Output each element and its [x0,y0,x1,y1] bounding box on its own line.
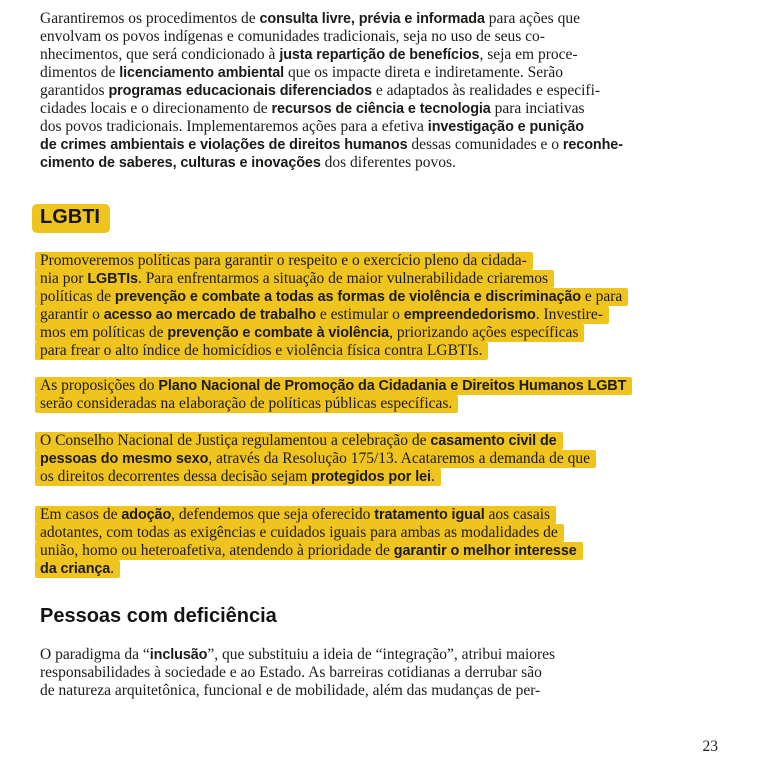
paragraph-adocao [40,506,730,578]
body-text [40,154,456,171]
body-text [40,100,585,117]
paragraph-consulta-previa [40,10,730,172]
highlighted-text [35,506,556,524]
text-run: . Investire- [535,306,603,323]
body-text [40,82,600,99]
text-line [40,682,730,700]
highlighted-text [35,524,564,542]
text-run: aos casais [484,506,551,523]
highlighted-text [35,252,533,270]
bold-text-run: inclusão [149,647,208,663]
text-run: Garantiremos os procedimentos de [40,10,260,27]
text-line [40,450,730,468]
bold-text-run: consulta livre, prévia e informada [259,11,485,27]
bold-text-run: acesso ao mercado de trabalho [103,307,316,323]
text-run: . Para enfrentarmos a situação de maior vulnerabilidade criaremos [137,270,549,287]
text-line [40,136,730,154]
bold-text-run: licenciamento ambiental [119,65,285,81]
text-run: . [110,560,115,577]
body-text [40,10,580,27]
bold-text-run: da criança [40,561,111,577]
text-run: que os impacte direta e indiretamente. Serão [284,64,563,81]
text-run: e estimular o [315,306,404,323]
text-run: responsabilidades à sociedade e ao Estado. As barreiras cotidianas a derrubar são [40,664,542,681]
text-run: Promoveremos políticas para garantir o respeito e o exercício pleno da cidada- [40,252,527,269]
text-line [40,506,730,524]
text-run: adotantes, com todas as exigências e cuidados iguais para ambas as modalidades de [40,524,558,541]
text-line [40,468,730,486]
text-run: O Conselho Nacional de Justiça regulamentou a celebração de [40,432,431,449]
bold-text-run: prevenção e combate a todas as formas de violência e discriminação [114,289,581,305]
text-line [40,324,730,342]
body-text [40,136,623,153]
text-run: As proposições do [40,377,159,394]
body-text [40,646,555,663]
bold-text-run: cimento de saberes, culturas e inovações [40,155,321,171]
text-run: ”, que substituiu a ideia de “integração”, atribui maiores [207,646,556,663]
text-line [40,118,730,136]
bold-text-run: Plano Nacional de Promoção da Cidadania e Direitos Humanos LGBT [158,378,627,394]
highlighted-text [35,450,596,468]
paragraph-plano-nacional [40,377,730,413]
text-line [40,100,730,118]
text-line [40,46,730,64]
text-line [40,64,730,82]
text-run: para ações que [484,10,580,27]
text-line [40,288,730,306]
paragraph-inclusao [40,646,730,700]
body-text [40,664,542,681]
highlighted-text [35,542,583,560]
text-run: união, homo ou heteroafetiva, atendendo à prioridade de [40,542,394,559]
body-text [40,28,545,45]
text-line [40,395,730,413]
highlighted-text [35,306,609,324]
paragraph-lgbti-politicas [40,252,730,360]
bold-text-run: casamento civil de [430,433,557,449]
text-run: dos povos tradicionais. Implementaremos ações para a efetiva [40,118,428,135]
text-run: garantir o [40,306,104,323]
text-line [40,306,730,324]
bold-text-run: justa repartição de benefícios [279,47,480,63]
text-run: envolvam os povos indígenas e comunidades tradicionais, seja no uso de seus co- [40,28,545,45]
text-run: nhecimentos, que será condicionado à [40,46,280,63]
highlighted-text [35,560,120,578]
text-run: O paradigma da “ [40,646,150,663]
text-line [40,28,730,46]
text-line [40,10,730,28]
text-run: e para [581,288,623,305]
text-run: , priorizando ações específicas [389,324,579,341]
text-run: políticas de [40,288,115,305]
highlighted-text [35,270,554,288]
highlighted-text [35,324,584,342]
text-run: dessas comunidades e o [407,136,563,153]
text-line [40,664,730,682]
text-run: para inciativas [490,100,585,117]
text-run: serão consideradas na elaboração de políticas públicas específicas. [40,395,453,412]
text-line [40,646,730,664]
body-text [40,682,540,699]
text-run: Em casos de [40,506,122,523]
text-line [40,342,730,360]
text-line [40,560,730,578]
highlighted-text [35,342,488,360]
bold-text-run: adoção [121,507,172,523]
text-line [40,154,730,172]
text-run: , defendemos que seja oferecido [171,506,375,523]
section-heading-lgbti-label: LGBTI [32,204,110,233]
text-line [40,270,730,288]
highlighted-text [35,432,563,450]
bold-text-run: investigação e punição [427,119,584,135]
page-number: 23 [702,738,718,755]
text-run: os direitos decorrentes dessa decisão sejam [40,468,312,485]
body-text [40,118,584,135]
bold-text-run: de crimes ambientais e violações de direitos humanos [40,137,408,153]
text-run: e adaptados às realidades e especifi- [371,82,601,99]
paragraph-casamento-civil [40,432,730,486]
text-line [40,252,730,270]
bold-text-run: LGBTIs [87,271,138,287]
bold-text-run: programas educacionais diferenciados [108,83,372,99]
body-text [40,46,578,63]
bold-text-run: prevenção e combate à violência [167,325,390,341]
text-run: para frear o alto índice de homicídios e violência física contra LGBTIs. [40,342,483,359]
body-text [40,64,563,81]
section-heading-pessoas-com-deficiencia: Pessoas com deficiência [40,605,277,627]
text-line [40,432,730,450]
text-run: dimentos de [40,64,120,81]
text-line [40,377,730,395]
text-line [40,82,730,100]
bold-text-run: garantir o melhor interesse [393,543,577,559]
text-run: nia por [40,270,88,287]
text-run: cidades locais e o direcionamento de [40,100,272,117]
text-run: . [430,468,435,485]
bold-text-run: protegidos por lei [311,469,431,485]
highlighted-text [35,288,628,306]
text-run: dos diferentes povos. [320,154,456,171]
text-line [40,542,730,560]
text-line [40,524,730,542]
text-run: , através da Resolução 175/13. Acataremos a demanda de que [208,450,591,467]
highlighted-text [35,377,632,395]
text-run: de natureza arquitetônica, funcional e de mobilidade, além das mudanças de per- [40,682,541,699]
bold-text-run: pessoas do mesmo sexo [40,451,209,467]
text-run: garantidos [40,82,109,99]
bold-text-run: tratamento igual [374,507,485,523]
text-run: , seja em proce- [479,46,578,63]
bold-text-run: empreendedorismo [403,307,536,323]
bold-text-run: reconhe- [562,137,623,153]
bold-text-run: recursos de ciência e tecnologia [271,101,491,117]
section-heading-lgbti [40,194,730,233]
highlighted-text [35,395,458,413]
highlighted-text [35,468,441,486]
text-run: mos em políticas de [40,324,168,341]
